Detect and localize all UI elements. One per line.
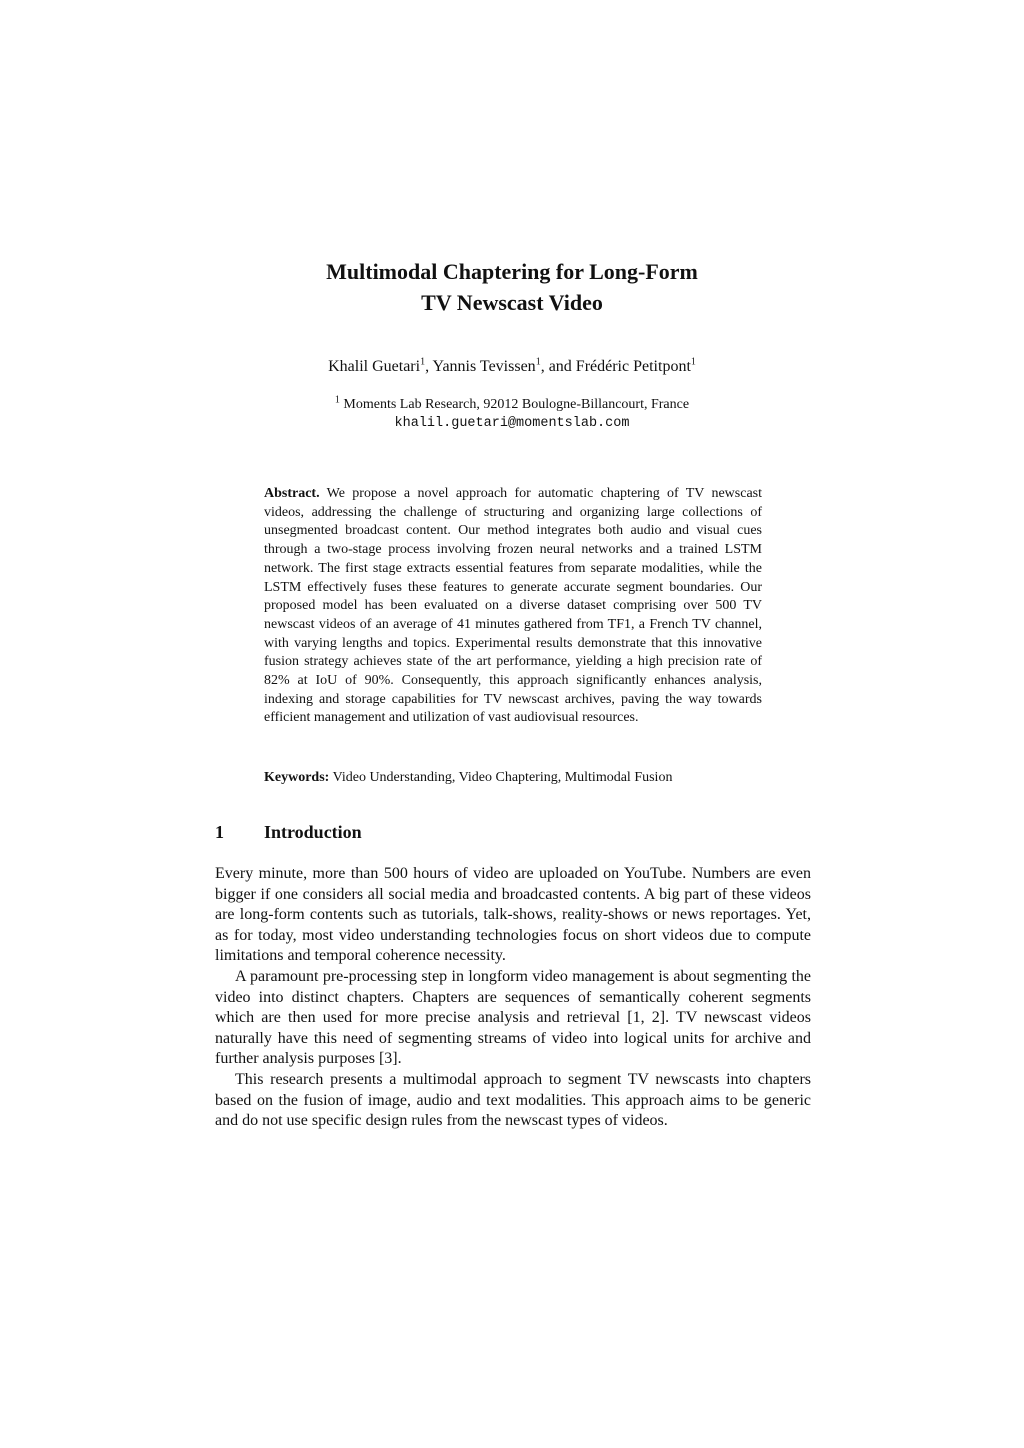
- author-separator: , and: [540, 358, 576, 375]
- body-paragraph: This research presents a multimodal approach to segment TV newscasts into chapters based on the fusion of image, audio and text modalities. This approach aims to be generic and do not use specific design rules from the newscast types of videos.: [215, 1070, 811, 1130]
- keywords-label: Keywords:: [264, 770, 330, 785]
- author-separator: ,: [425, 358, 433, 375]
- affiliation-mark: 1: [334, 394, 340, 406]
- author-affil-mark: 1: [690, 356, 696, 368]
- affiliation-line: [334, 394, 690, 412]
- author-name: Yannis Tevissen: [432, 358, 536, 375]
- author-list: [212, 356, 812, 378]
- author-affil-mark: 1: [420, 356, 426, 368]
- author-affil-mark: 1: [535, 356, 541, 368]
- title-line-2: TV Newscast Video: [421, 290, 603, 315]
- introduction-body: [215, 864, 811, 1132]
- affiliation-text: Moments Lab Research, 92012 Boulogne-Billancourt, France: [339, 397, 690, 412]
- abstract-label: Abstract.: [264, 486, 320, 501]
- section-heading-introduction: [215, 820, 815, 844]
- keywords: [264, 768, 762, 787]
- abstract: [264, 485, 762, 728]
- keywords-text: Video Understanding, Video Chaptering, Multimodal Fusion: [329, 770, 673, 785]
- author-email: khalil.guetari@momentslab.com: [394, 416, 630, 431]
- body-paragraph: A paramount pre-processing step in longform video management is about segmenting the video into distinct chapters. Chapters are sequences of semantically coherent segments which are then used for more precise analysis and retrieval [1, 2]. TV newscast videos naturally have this need of segmenting streams of video into logical units for archive and further analysis purposes [3].: [215, 967, 811, 1068]
- section-number: 1: [215, 822, 224, 842]
- section-title: Introduction: [264, 822, 362, 842]
- author-name: Frédéric Petitpont: [575, 358, 691, 375]
- affiliation-block: [212, 396, 812, 433]
- paper-title: [212, 256, 812, 318]
- body-paragraph: Every minute, more than 500 hours of video are uploaded on YouTube. Numbers are even bigger if one considers all social media and broadcasted contents. A big part of these videos are long-form contents such as tutorials, talk-shows, reality-shows or news reportages. Yet, as for today, most video understanding technologies focus on short videos due to compute limitations and temporal coherence necessity.: [215, 865, 811, 965]
- title-line-1: Multimodal Chaptering for Long-Form: [326, 259, 698, 284]
- abstract-text: We propose a novel approach for automatic chaptering of TV newscast videos, addressing the challenge of structuring and organizing large collections of unsegmented broadcast content. Our method integrates both audio and visual cues through a two-stage process involving frozen neural networks and a trained LSTM network. The first stage extracts essential features from separate modalities, while the LSTM effectively fuses these features to generate accurate segment boundaries. Our proposed model has been evaluated on a diverse dataset comprising over 500 TV newscast videos of an average of 41 minutes gathered from TF1, a French TV channel, with varying lengths and topics. Experimental results demonstrate that this innovative fusion strategy achieves state of the art performance, yielding a high precision rate of 82% at IoU of 90%. Consequently, this approach significantly enhances analysis, indexing and storage capabilities for TV newscast archives, paving the way towards efficient management and utilization of vast audiovisual resources.: [264, 486, 762, 726]
- author-name: Khalil Guetari: [328, 358, 421, 375]
